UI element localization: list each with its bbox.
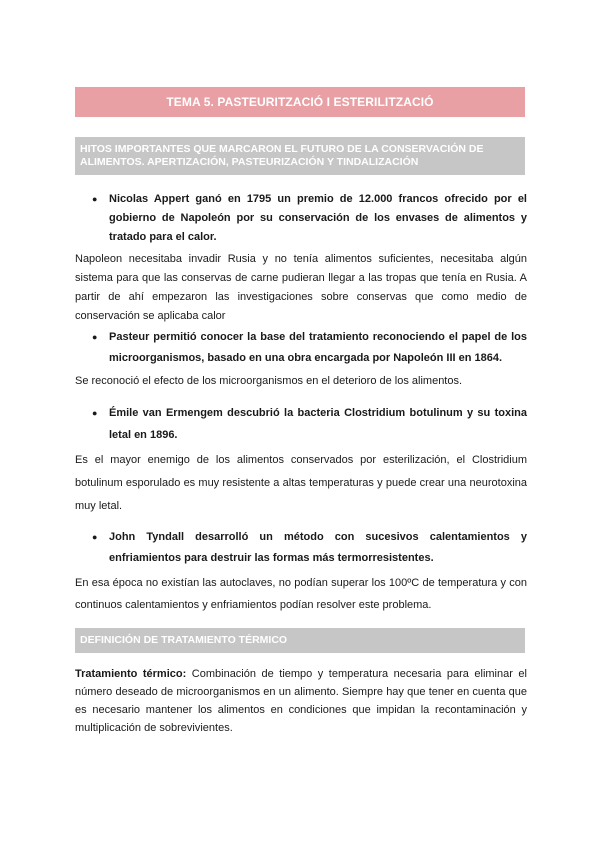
bullet-icon: ● [92,532,98,542]
paragraph-autoclaves: En esa época no existían las autoclaves, no podían superar los 100ºC de temperatura y con continuos calentamientos y enfriamientos podían resolver este problema. [75,577,527,611]
bullet-text: John Tyndall desarrolló un método con sucesivos calentamientos y enfriamientos para destruir las formas más termorresistentes. [109,531,527,564]
section-heading-text: HITOS IMPORTANTES QUE MARCARON EL FUTURO DE LA CONSERVACIÓN DE ALIMENTOS. APERTIZACIÓN, PASTEURIZACIÓN Y TINDALIZACIÓN [80,143,484,168]
bullet-text: Émile van Ermengem descubrió la bacteria Clostridium botulinum y su toxina letal en 1896. [109,407,527,441]
definition-text: Combinación de tiempo y temperatura necesaria para eliminar el número deseado de microorganismos en un alimento. Siempre hay que tener en cuenta que es necesario mantener los alimentos en condiciones que impidan la recontaminación y multiplicación de sobrevivientes. [75,668,527,734]
paragraph-clostridium: Es el mayor enemigo de los alimentos conservados por esterilización, el Clostridium botulinum esporulado es muy resistente a altas temperaturas y puede crear una neurotoxina muy letal. [75,454,527,512]
bullet-text: Nicolas Appert ganó en 1795 un premio de 12.000 francos ofrecido por el gobierno de Napoleón por su conservación de los envases de alimentos y tratado para el calor. [109,193,527,243]
document-title-text: TEMA 5. PASTEURITZACIÓ I ESTERILITZACIÓ [166,95,434,109]
section-heading-definicion [75,628,525,653]
document-title [75,87,525,117]
bullet-icon: ● [92,194,98,204]
bullet-item-pasteur [92,327,527,369]
paragraph-napoleon: Napoleon necesitaba invadir Rusia y no tenía alimentos suficientes, necesitaba algún sistema para que las conservas de carne pudieran llegar a las tropas que tenía en Rusia. A partir de ahí empezaron las investigaciones sobre conservas que como medio de conservación se aplicaba calor [75,253,527,322]
definition-term: Tratamiento térmico: [75,668,187,680]
paragraph-definition [75,665,527,737]
bullet-text: Pasteur permitió conocer la base del tratamiento reconociendo el papel de los microorganismos, basado en una obra encargada por Napoleón III en 1864. [109,331,527,364]
bullet-item-ermengem [92,402,527,446]
section-heading-text: DEFINICIÓN DE TRATAMIENTO TÉRMICO [80,634,288,646]
section-heading-hitos [75,137,525,175]
bullet-icon: ● [92,332,98,342]
paragraph-microorganismos: Se reconoció el efecto de los microorganismos en el deterioro de los alimentos. [75,375,463,387]
bullet-item-tyndall [92,527,527,569]
bullet-icon: ● [92,408,98,418]
bullet-item-appert [92,190,527,247]
